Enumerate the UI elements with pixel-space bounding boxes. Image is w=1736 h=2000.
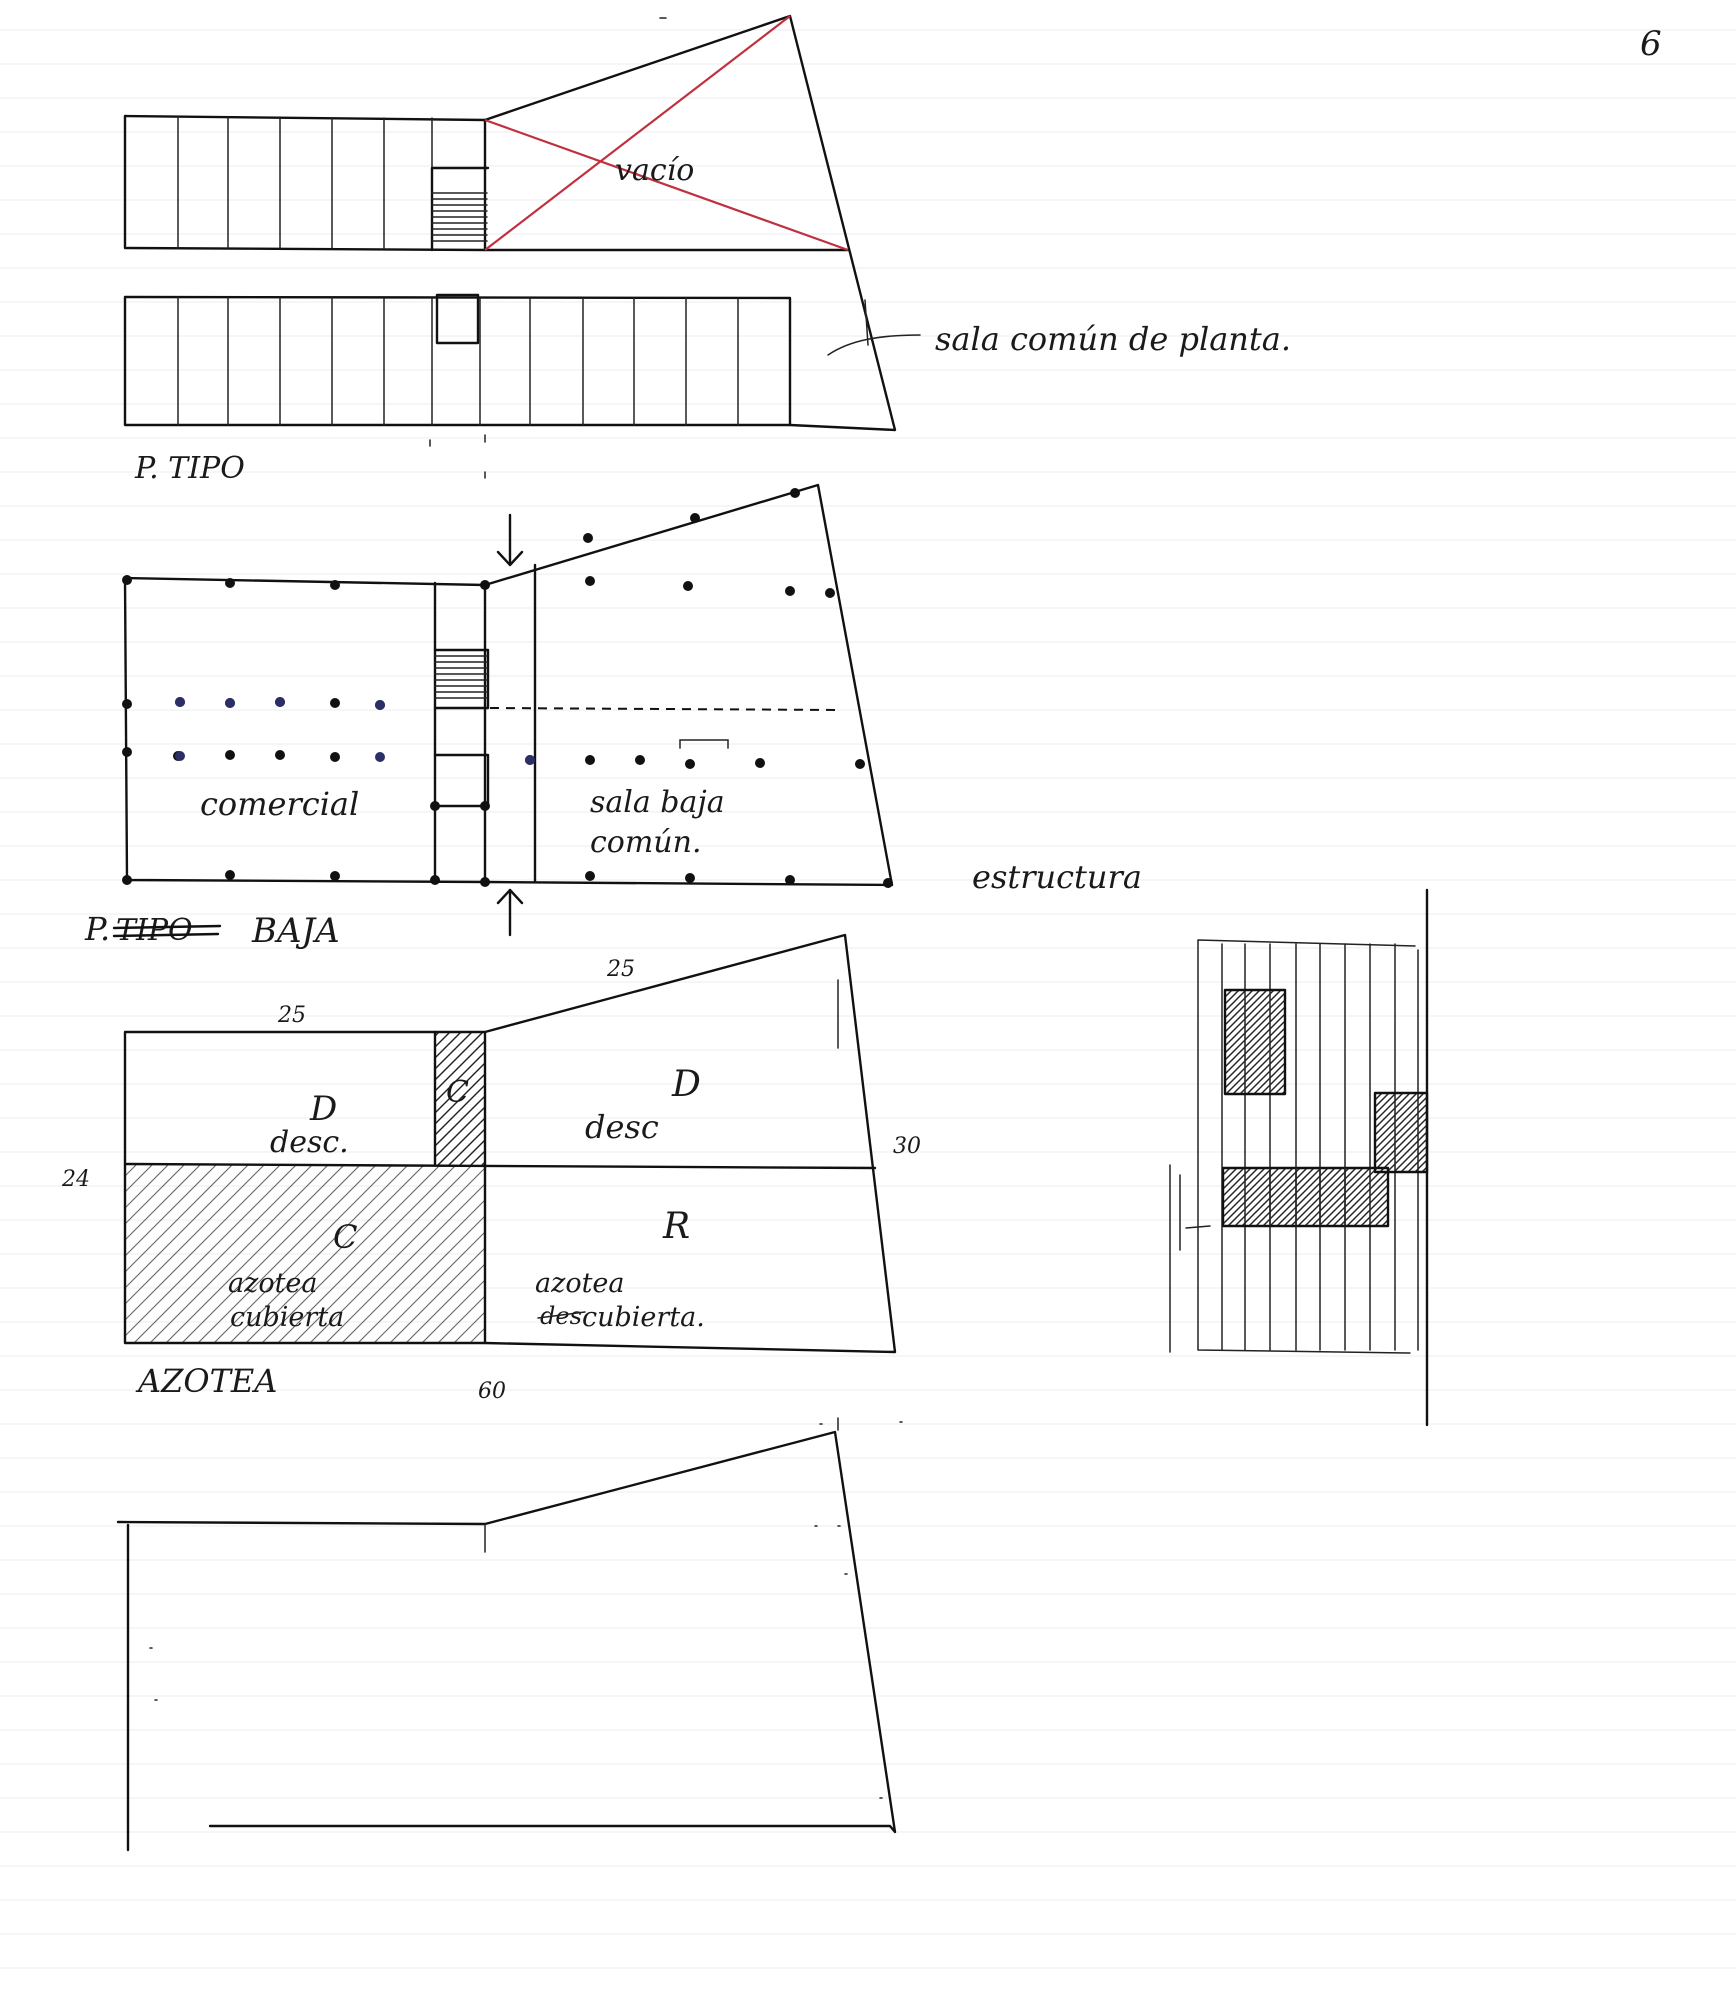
column-dot — [122, 699, 132, 709]
column-dot — [330, 698, 340, 708]
column-dot — [480, 580, 490, 590]
column-dot — [330, 580, 340, 590]
comun-label: común. — [590, 825, 702, 860]
column-dot — [330, 752, 340, 762]
column-dot — [585, 871, 595, 881]
column-dot — [480, 801, 490, 811]
dim-right: 30 — [893, 1134, 921, 1159]
column-dot — [275, 750, 285, 760]
column-dot — [225, 578, 235, 588]
zone-r: R — [663, 1206, 691, 1247]
plan-outline — [118, 1418, 902, 1850]
column-dot — [855, 759, 865, 769]
zone-c-roof: C — [333, 1218, 358, 1256]
roof-right-line2: cubierta. — [582, 1302, 705, 1333]
dim-top-left: 25 — [278, 1003, 306, 1028]
column-dot — [225, 750, 235, 760]
column-dot — [883, 878, 893, 888]
plan-baja-title-suffix: BAJA — [252, 911, 340, 951]
plan-baja-title-struck: TIPO — [116, 913, 193, 948]
column-dot — [585, 755, 595, 765]
column-dot — [375, 700, 385, 710]
column-dot — [480, 877, 490, 887]
column-dot — [275, 697, 285, 707]
common-room-label: sala común de planta. — [935, 320, 1292, 358]
column-dot — [585, 576, 595, 586]
column-dot — [525, 755, 535, 765]
column-dot — [790, 488, 800, 498]
zone-d-right-sub: desc — [585, 1108, 659, 1146]
void-label: vacío — [615, 153, 695, 188]
column-dot — [685, 873, 695, 883]
column-dot — [690, 513, 700, 523]
column-dot — [375, 752, 385, 762]
column-dot — [330, 871, 340, 881]
roof-left-line1: azotea — [228, 1268, 318, 1299]
column-dot — [122, 747, 132, 757]
column-dot — [755, 758, 765, 768]
column-dot — [635, 755, 645, 765]
column-dot — [122, 575, 132, 585]
plan-tipo — [125, 16, 1291, 486]
plan-azotea-title: AZOTEA — [138, 1362, 278, 1400]
zone-d-right: D — [672, 1064, 701, 1105]
estructura-label: estructura — [972, 858, 1142, 896]
stair-icon — [432, 168, 488, 250]
column-dot — [430, 801, 440, 811]
plan-tipo-title: P. TIPO — [135, 451, 245, 486]
entrance-arrow-bottom — [498, 890, 522, 935]
plan-baja-title-prefix: P. — [85, 910, 111, 948]
dim-bottom: 60 — [478, 1379, 506, 1404]
dim-top-right: 25 — [607, 957, 635, 982]
plan-baja — [84, 485, 1142, 951]
column-dot — [683, 581, 693, 591]
column-dot — [175, 751, 185, 761]
column-dot — [225, 870, 235, 880]
roof-right-line1: azotea — [535, 1268, 625, 1299]
page-number: 6 — [1640, 24, 1662, 64]
comercial-label: comercial — [200, 785, 360, 823]
roof-left-line2: cubierta — [230, 1302, 345, 1333]
roof-right-struck: des — [540, 1302, 582, 1330]
dim-left: 24 — [62, 1167, 90, 1192]
zone-d-left: D — [310, 1089, 338, 1129]
column-dot — [175, 697, 185, 707]
stair-icon — [435, 650, 488, 708]
column-dot — [583, 533, 593, 543]
plan-azotea — [0, 935, 921, 1404]
column-dot — [685, 759, 695, 769]
column-dot — [825, 588, 835, 598]
void-cross — [485, 16, 848, 250]
column-dot — [430, 875, 440, 885]
column-dot — [785, 586, 795, 596]
column-dot — [122, 875, 132, 885]
sala-baja-label: sala baja — [590, 785, 725, 820]
columns — [122, 488, 893, 888]
zone-c-strip: C — [446, 1075, 469, 1110]
column-dot — [785, 875, 795, 885]
zone-d-left-sub: desc. — [270, 1125, 349, 1160]
structure-sketch — [1121, 890, 1501, 1425]
column-dot — [225, 698, 235, 708]
